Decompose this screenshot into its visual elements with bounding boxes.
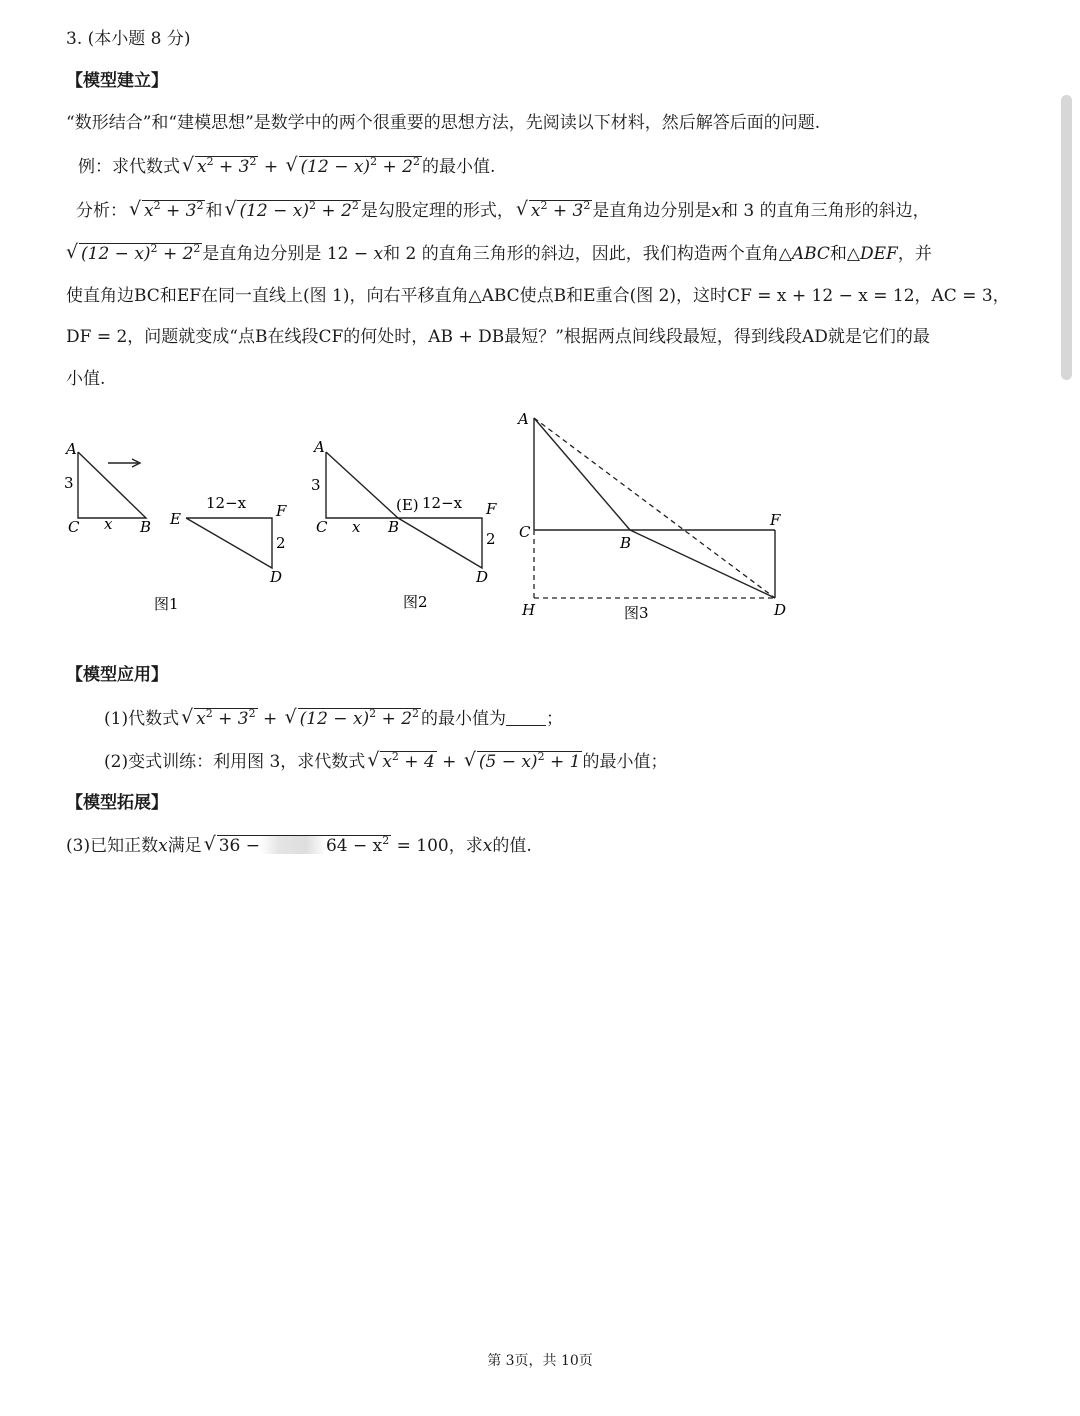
fig1-label-e: E xyxy=(170,510,181,528)
fig2-label-3: 3 xyxy=(311,476,321,494)
q3-end: 的值. xyxy=(492,836,532,856)
q3-radicand-end: 64 − x xyxy=(325,836,383,856)
question-2: (2)变式训练：利用图 3，求代数式√ $x^2 + 4$ + √ $(5 - x)^2 + 1$ 的最小值； xyxy=(104,750,667,774)
sqrt-expr-q1a: √ $x^2 + 3^2$ xyxy=(181,707,257,731)
line2-part4: ，并 xyxy=(897,244,932,264)
fig1-label-12x: 12−x xyxy=(206,494,247,512)
fig2-label-x: x xyxy=(352,518,361,536)
fig2-label-f: F xyxy=(486,500,497,518)
fig3-label-b: B xyxy=(620,534,632,552)
sqrt-expr-q2b: √ $(5 - x)^2 + 1$ xyxy=(464,750,583,774)
analysis-and: 和 xyxy=(205,201,223,221)
fig3-label-d: D xyxy=(774,601,787,619)
fig3-segment-bd xyxy=(630,530,775,598)
analysis-mid2: 是直角边分别是 xyxy=(592,201,712,221)
intro-text: “数形结合”和“建模思想”是数学中的两个很重要的思想方法，先阅读以下材料，然后解答后面的问题. xyxy=(66,113,821,133)
question-3: (3)已知正数x满足√ $36 - 64 - x^2 = 100$，求x的值. xyxy=(66,834,532,858)
q3-prefix: (3)已知正数 xyxy=(66,836,159,856)
fig2-caption: 图2 xyxy=(403,593,428,611)
fig2-label-e: (E) xyxy=(396,496,419,514)
fig1-label-2: 2 xyxy=(276,534,286,552)
fig2-label-d: D xyxy=(476,568,489,586)
fig1-label-3: 3 xyxy=(64,474,74,492)
fig1-label-x: x xyxy=(104,515,113,533)
fig1-triangle-abc xyxy=(78,452,146,518)
fig1-label-b: B xyxy=(140,518,152,536)
fig3-label-a: A xyxy=(518,410,529,428)
question-1: (1)代数式√ $x^2 + 3^2$ + √ $(12 - x)^2 + 2^2$ 的最小值为 ； xyxy=(104,707,563,731)
problem-number: 3. (本小题 8 分) xyxy=(66,29,191,49)
sqrt-expr-q2a: √ $x^2 + 4$ xyxy=(367,750,436,774)
figures-area xyxy=(0,400,1080,630)
analysis-mid3: 和 3 的直角三角形的斜边， xyxy=(720,201,930,221)
sqrt-expr-6: √ $(12 - x)^2 + 2^2$ xyxy=(66,242,202,266)
analysis-line-5: 小值. xyxy=(66,369,106,389)
q3-radicand-start: 36 − xyxy=(218,836,260,856)
q3-mid: 满足 xyxy=(167,836,202,856)
fig2-triangle-abc xyxy=(326,452,398,518)
section-title-model-application: 【模型应用】 xyxy=(66,665,168,685)
fig1-label-a: A xyxy=(66,440,77,458)
fig2-label-12x: 12−x xyxy=(422,494,463,512)
fig1-label-d: D xyxy=(270,568,283,586)
sqrt-expr-q3: √ $36 - 64 - x^2$ xyxy=(204,834,392,858)
fig1-label-f: F xyxy=(276,502,287,520)
analysis-line-4: DF = 2，问题就变成“点B在线段CF的何处时，AB + DB最短？”根据两点间线段最短，得到线段AD就是它们的最 xyxy=(66,327,930,347)
sqrt-expr-2: √ $(12 - x)^2 + 2^2$ xyxy=(286,155,422,179)
section-title-model-building: 【模型建立】 xyxy=(66,71,168,91)
sqrt-expr-1: √ $x^2 + 3^2$ xyxy=(182,155,258,179)
sqrt-expr-5: √ $x^2 + 3^2$ xyxy=(516,199,592,223)
fig2-label-2: 2 xyxy=(486,530,496,548)
fig3-caption: 图3 xyxy=(624,604,649,622)
line2-part3: 和△ xyxy=(829,244,860,264)
fig2-label-a: A xyxy=(314,438,325,456)
section-title-model-extension: 【模型拓展】 xyxy=(66,793,168,813)
fig3-segment-ab xyxy=(534,418,630,530)
sqrt-expr-q1b: √ $(12 - x)^2 + 2^2$ xyxy=(285,707,421,731)
fig1-triangle-def xyxy=(186,518,272,568)
blurred-region xyxy=(260,836,326,854)
fig3-label-c: C xyxy=(519,523,531,541)
sqrt-expr-3: √ $x^2 + 3^2$ xyxy=(129,199,205,223)
page-footer: 第 3页，共 10页 xyxy=(487,1353,593,1369)
q1-suffix: 的最小值为 xyxy=(421,709,507,729)
analysis-prefix: 分析： xyxy=(76,201,127,221)
analysis-line-2: √ $(12 - x)^2 + 2^2$ 是直角边分别是 12 − x和 2 的直角三角形的斜边，因此，我们构造两个直角△ABC和△DEF，并 xyxy=(64,242,932,266)
analysis-line-3: 使直角边BC和EF在同一直线上(图 1)，向右平移直角△ABC使点B和E重合(图 2)，这时CF = x + 12 − x = 12，AC = 3， xyxy=(66,286,1010,306)
example-suffix: 的最小值. xyxy=(421,157,496,177)
analysis-mid: 是勾股定理的形式， xyxy=(360,201,514,221)
q2-prefix: (2)变式训练：利用图 3，求代数式 xyxy=(104,752,366,772)
fig1-caption: 图1 xyxy=(154,595,179,613)
q1-end: ； xyxy=(546,709,564,729)
line2-part2: 和 2 的直角三角形的斜边，因此，我们构造两个直角△ xyxy=(383,244,792,264)
fig2-label-c: C xyxy=(316,518,328,536)
scrollbar[interactable] xyxy=(1061,95,1072,380)
q1-prefix: (1)代数式 xyxy=(104,709,180,729)
example-line: 例：求代数式√ $x^2 + 3^2$ + √ $(12 - x)^2 + 2^2$ 的最小值. xyxy=(78,155,495,179)
sqrt-expr-4: √ $(12 - x)^2 + 2^2$ xyxy=(224,199,360,223)
fig2-label-b: B xyxy=(388,518,400,536)
fig1-label-c: C xyxy=(68,518,80,536)
line2-part1: 是直角边分别是 12 − xyxy=(202,244,374,264)
fig3-dashed-ad xyxy=(534,418,775,598)
analysis-line: 分析：√ $x^2 + 3^2$ 和√ $(12 - x)^2 + 2^2$ 是勾股定理的形式，√ $x^2 + 3^2$ 是直角边分别是x和 3 的直角三角形的斜边， xyxy=(76,199,930,223)
answer-blank[interactable] xyxy=(506,708,546,726)
q2-suffix: 的最小值； xyxy=(582,752,668,772)
fig2-triangle-def xyxy=(398,518,482,568)
fig3-label-h: H xyxy=(522,601,536,619)
q3-eq: = 100，求 xyxy=(391,836,483,856)
example-prefix: 例：求代数式 xyxy=(78,157,180,177)
fig3-label-f: F xyxy=(770,511,781,529)
